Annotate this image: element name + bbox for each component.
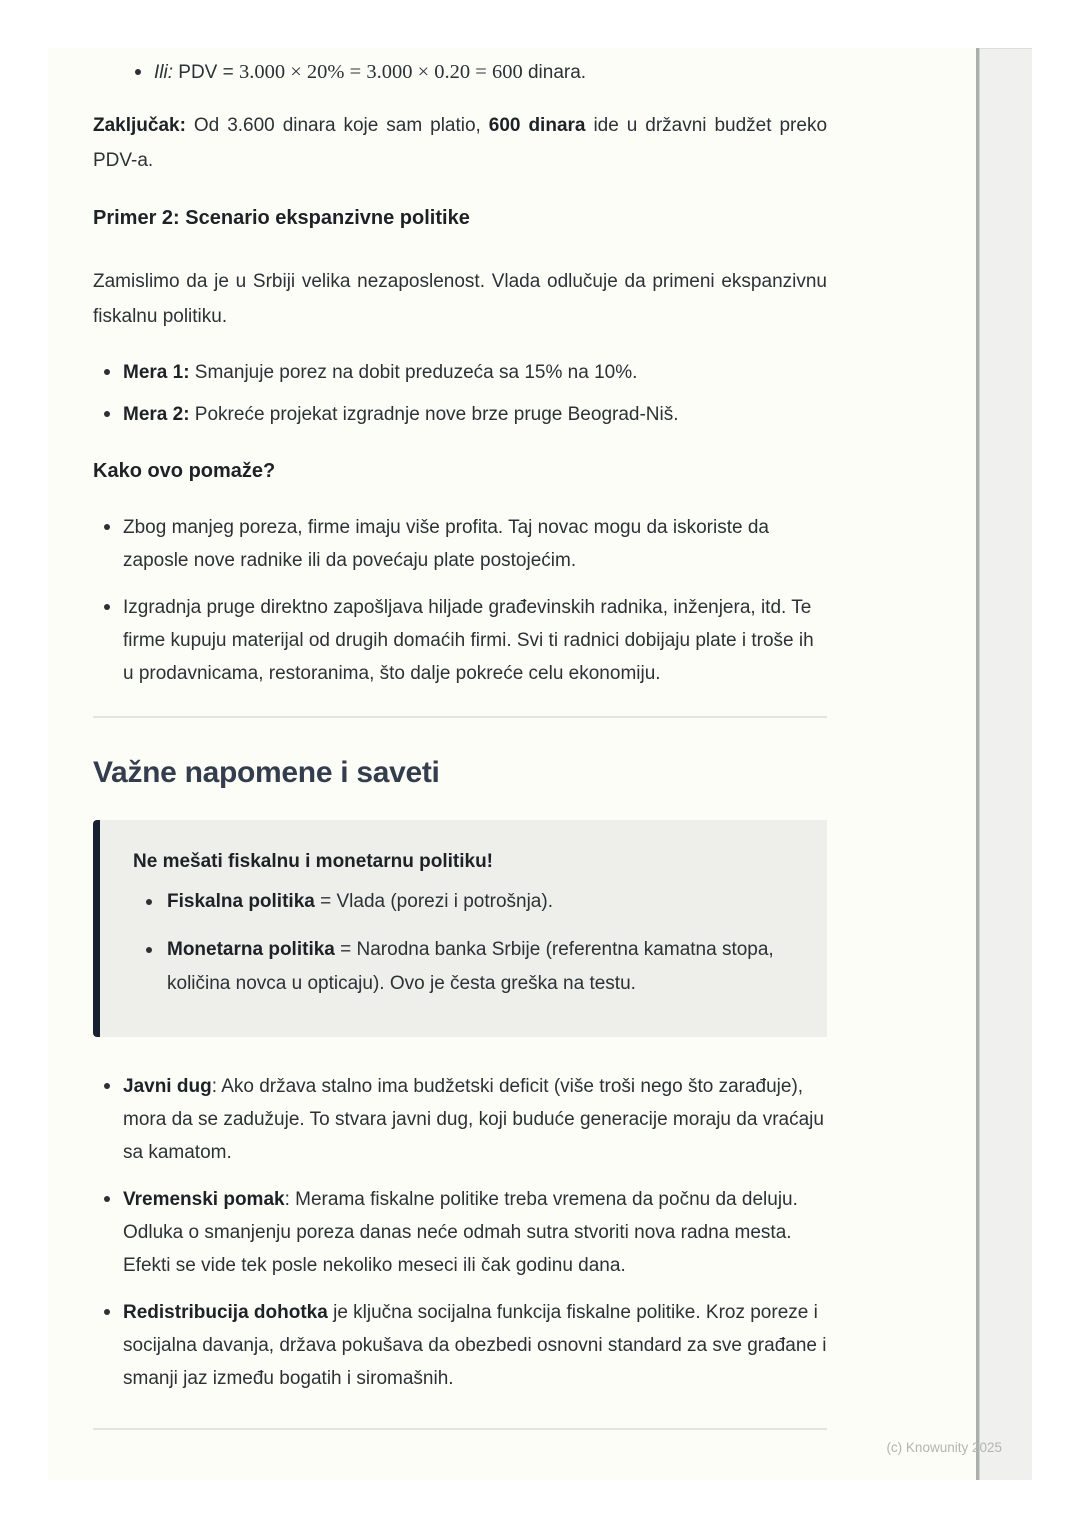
conclusion-text-2: ide u državni budžet preko PDV-a. — [93, 115, 828, 171]
callout-title: Ne mešati fiskalnu i monetarnu politiku! — [133, 851, 494, 872]
list-item-javni-dug — [93, 1070, 827, 1169]
list-item-benefit-1 — [93, 511, 827, 577]
notes-list — [93, 1070, 827, 1395]
formula-lead: PDV = — [173, 62, 239, 83]
document-page — [48, 48, 1032, 1480]
vremenski-pomak-label: Vremenski pomak — [123, 1189, 285, 1210]
measures-list — [93, 356, 827, 431]
javni-dug-text: : Ako država stalno ima budžetski deficit (više troši nego što zarađuje), mora da se zadužuje. To stvara javni dug, koji buduće generacije moraju da vraćaju sa kamatom. — [123, 1076, 824, 1163]
redistribucija-text: je ključna socijalna funkcija fiskalne politike. Kroz poreze i socijalna davanja, država pokušava da obezbedi osnovni standard za sve građane i smanji jaz između bogatih i siromašnih. — [123, 1302, 827, 1389]
list-item-vremenski-pomak — [93, 1183, 827, 1282]
benefit-1-text: Zbog manjeg poreza, firme imaju više profita. Taj novac mogu da iskoriste da zaposle nove radnike ili da povećaju plate postojećim. — [123, 517, 769, 571]
formula-label: Ili: — [154, 62, 173, 83]
document-content — [93, 48, 827, 1430]
list-item-formula — [93, 56, 827, 89]
heading-vazne-napomene: Važne napomene i saveti — [93, 756, 440, 789]
vremenski-pomak-text: : Merama fiskalne politike treba vremena da počnu da deluju. Odluka o smanjenju poreza danas neće odmah sutra stvoriti nova radna mesta. Efekti se vide tek posle nekoliko meseci ili čak godinu dana. — [123, 1189, 798, 1276]
javni-dug-label: Javni dug — [123, 1076, 212, 1097]
formula-list — [93, 56, 827, 89]
mera-1-text: Smanjuje porez na dobit preduzeća sa 15% na 10%. — [189, 362, 638, 383]
conclusion-paragraph — [93, 108, 827, 178]
redistribucija-label: Redistribucija dohotka — [123, 1302, 328, 1323]
warning-callout — [93, 820, 827, 1037]
benefits-list — [93, 511, 827, 690]
formula-math: 3.000 × 20% = 3.000 × 0.20 = 600 — [239, 61, 523, 83]
conclusion-lead: Zaključak: — [93, 115, 186, 136]
list-item-benefit-2 — [93, 591, 827, 690]
section-divider — [93, 716, 827, 718]
scenario-paragraph: Zamislimo da je u Srbiji velika nezaposlenost. Vlada odlučuje da primeni ekspanzivnu fiskalnu politiku. — [93, 271, 827, 327]
list-item-redistribucija — [93, 1296, 827, 1395]
fiskalna-text: = Vlada (porezi i potrošnja). — [314, 891, 553, 912]
mera-2-text: Pokreće projekat izgradnje nove brze pruge Beograd-Niš. — [189, 404, 679, 425]
monetarna-label: Monetarna politika — [167, 939, 335, 960]
list-item-mera-1 — [93, 356, 827, 389]
list-item-fiskalna — [133, 885, 797, 919]
heading-kako-ovo-pomaze: Kako ovo pomaže? — [93, 460, 276, 482]
benefit-2-text: Izgradnja pruge direktno zapošljava hiljade građevinskih radnika, inženjera, itd. Te firme kupuju materijal od drugih domaćih firmi. Svi ti radnici dobijaju plate i troše ih u prodavnicama, restoranima, što dalje pokreće celu ekonomiju. — [123, 597, 814, 684]
bottom-divider — [93, 1428, 827, 1430]
mera-1-label: Mera 1: — [123, 362, 190, 383]
footer-credit: (c) Knowunity 2025 — [886, 1440, 1002, 1455]
conclusion-amount: 600 dinara — [488, 115, 586, 136]
fiskalna-label: Fiskalna politika — [167, 891, 315, 912]
mera-2-label: Mera 2: — [123, 404, 190, 425]
heading-primer-2: Primer 2: Scenario ekspanzivne politike — [93, 207, 470, 229]
scrollbar-track[interactable] — [976, 48, 1032, 1480]
formula-tail: dinara. — [522, 62, 587, 83]
conclusion-text-1: Od 3.600 dinara koje sam platio, — [185, 115, 489, 136]
list-item-monetarna — [133, 933, 797, 1001]
monetarna-text: = Narodna banka Srbije (referentna kamatna stopa, količina novca u opticaju). Ovo je česta greška na testu. — [167, 939, 774, 994]
list-item-mera-2 — [93, 398, 827, 431]
callout-list — [133, 885, 797, 1001]
